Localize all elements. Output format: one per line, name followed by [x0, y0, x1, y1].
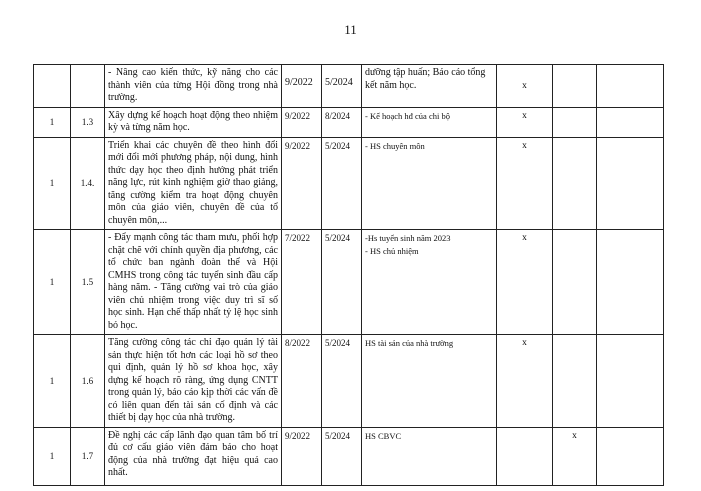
row-content: Xây dựng kế hoạch hoạt động theo nhiệm kỳ và từng năm học.	[105, 107, 282, 137]
row-mark-3	[597, 335, 664, 428]
table-row	[34, 137, 664, 230]
row-mark-3	[597, 107, 664, 137]
row-content: Tăng cường công tác chỉ đạo quản lý tài sản thực hiện tốt hơn các loại hồ sơ theo qui định, quản lý hồ sơ khoa học, xây dựng kế hoạch rõ ràng, ứng dụng CNTT trong quản lý, báo cáo kịp thời các vấn đề có liên quan đến tài sản cố định và các thiết bị dạy học của nhà trường.	[105, 335, 282, 428]
row-product	[362, 230, 497, 335]
row-mark-2	[553, 65, 597, 108]
row-start: 9/2022	[282, 427, 322, 485]
row-stt	[34, 65, 71, 108]
row-mark-2: x	[553, 427, 597, 485]
row-stt: 1	[34, 137, 71, 230]
row-content: - Nâng cao kiến thức, kỹ năng cho các thành viên của từng Hội đồng trong nhà trường.	[105, 65, 282, 108]
row-mark-1: x	[497, 335, 553, 428]
row-product	[362, 107, 497, 137]
row-stt: 1	[34, 230, 71, 335]
product-line: HS tài sản của nhà trường	[365, 338, 454, 348]
row-product	[362, 427, 497, 485]
row-content: - Đẩy mạnh công tác tham mưu, phối hợp chặt chẽ với chính quyền địa phương, các tổ chức ban ngành đoàn thể và Hội CMHS trong công tác tuyển sinh đầu cấp hàng năm. - Tăng cường vai trò của giáo viên chủ nhiệm trong việc duy trì sĩ số học sinh. Hạn chế thấp nhất tỷ lệ học sinh bỏ học.	[105, 230, 282, 335]
row-start: 9/2022	[282, 65, 322, 108]
row-start: 7/2022	[282, 230, 322, 335]
plan-table	[33, 64, 664, 486]
row-start: 9/2022	[282, 137, 322, 230]
row-code: 1.7	[71, 427, 105, 485]
row-code: 1.5	[71, 230, 105, 335]
row-mark-2	[553, 107, 597, 137]
row-mark-3	[597, 137, 664, 230]
table-row	[34, 65, 664, 108]
row-mark-1: x	[497, 107, 553, 137]
product-line: -Hs tuyển sinh năm 2023	[365, 233, 451, 243]
row-mark-1: x	[497, 65, 553, 108]
row-mark-1	[497, 427, 553, 485]
product-line: HS CBVC	[365, 430, 402, 441]
row-end: 5/2024	[322, 335, 362, 428]
row-stt: 1	[34, 335, 71, 428]
row-code	[71, 65, 105, 108]
product-line: - HS chủ nhiệm	[365, 245, 419, 256]
row-code: 1.6	[71, 335, 105, 428]
table-row	[34, 427, 664, 485]
row-mark-2	[553, 335, 597, 428]
row-mark-2	[553, 137, 597, 230]
row-mark-2	[553, 230, 597, 335]
table-row	[34, 335, 664, 428]
row-content: Triển khai các chuyên đề theo hình đổi mới đổi mới phương pháp, nội dung, hình thức dạy học theo định hướng phát triển năng lực, rút kinh nghiệm giờ thao giảng, tăng cường kiểm tra hoạt động chuyên môn của giáo viên, chuyên đề của tổ chuyên môn,...	[105, 137, 282, 230]
row-start: 9/2022	[282, 107, 322, 137]
row-product	[362, 137, 497, 230]
row-stt: 1	[34, 107, 71, 137]
row-stt: 1	[34, 427, 71, 485]
row-mark-1: x	[497, 230, 553, 335]
row-content: Đề nghị các cấp lãnh đạo quan tâm bố trí đủ cơ cấu giáo viên đảm bảo cho hoạt động của nhà trường đạt hiệu quả cao nhất.	[105, 427, 282, 485]
row-end: 8/2024	[322, 107, 362, 137]
row-start: 8/2022	[282, 335, 322, 428]
page-number: 11	[344, 22, 357, 37]
row-code: 1.4.	[71, 137, 105, 230]
product-line: dưỡng tập huấn; Báo cáo tổng kết năm học.	[365, 67, 486, 91]
table-row	[34, 107, 664, 137]
row-end: 5/2024	[322, 137, 362, 230]
row-product	[362, 65, 497, 108]
row-mark-3	[597, 427, 664, 485]
row-end: 5/2024	[322, 65, 362, 108]
row-mark-1: x	[497, 137, 553, 230]
table-row	[34, 230, 664, 335]
row-mark-3	[597, 230, 664, 335]
product-line: - Kế hoạch hđ của chi bộ	[365, 110, 450, 121]
row-code: 1.3	[71, 107, 105, 137]
row-mark-3	[597, 65, 664, 108]
row-end: 5/2024	[322, 230, 362, 335]
product-line: - HS chuyên môn	[365, 140, 425, 151]
row-end: 5/2024	[322, 427, 362, 485]
row-product	[362, 335, 497, 428]
